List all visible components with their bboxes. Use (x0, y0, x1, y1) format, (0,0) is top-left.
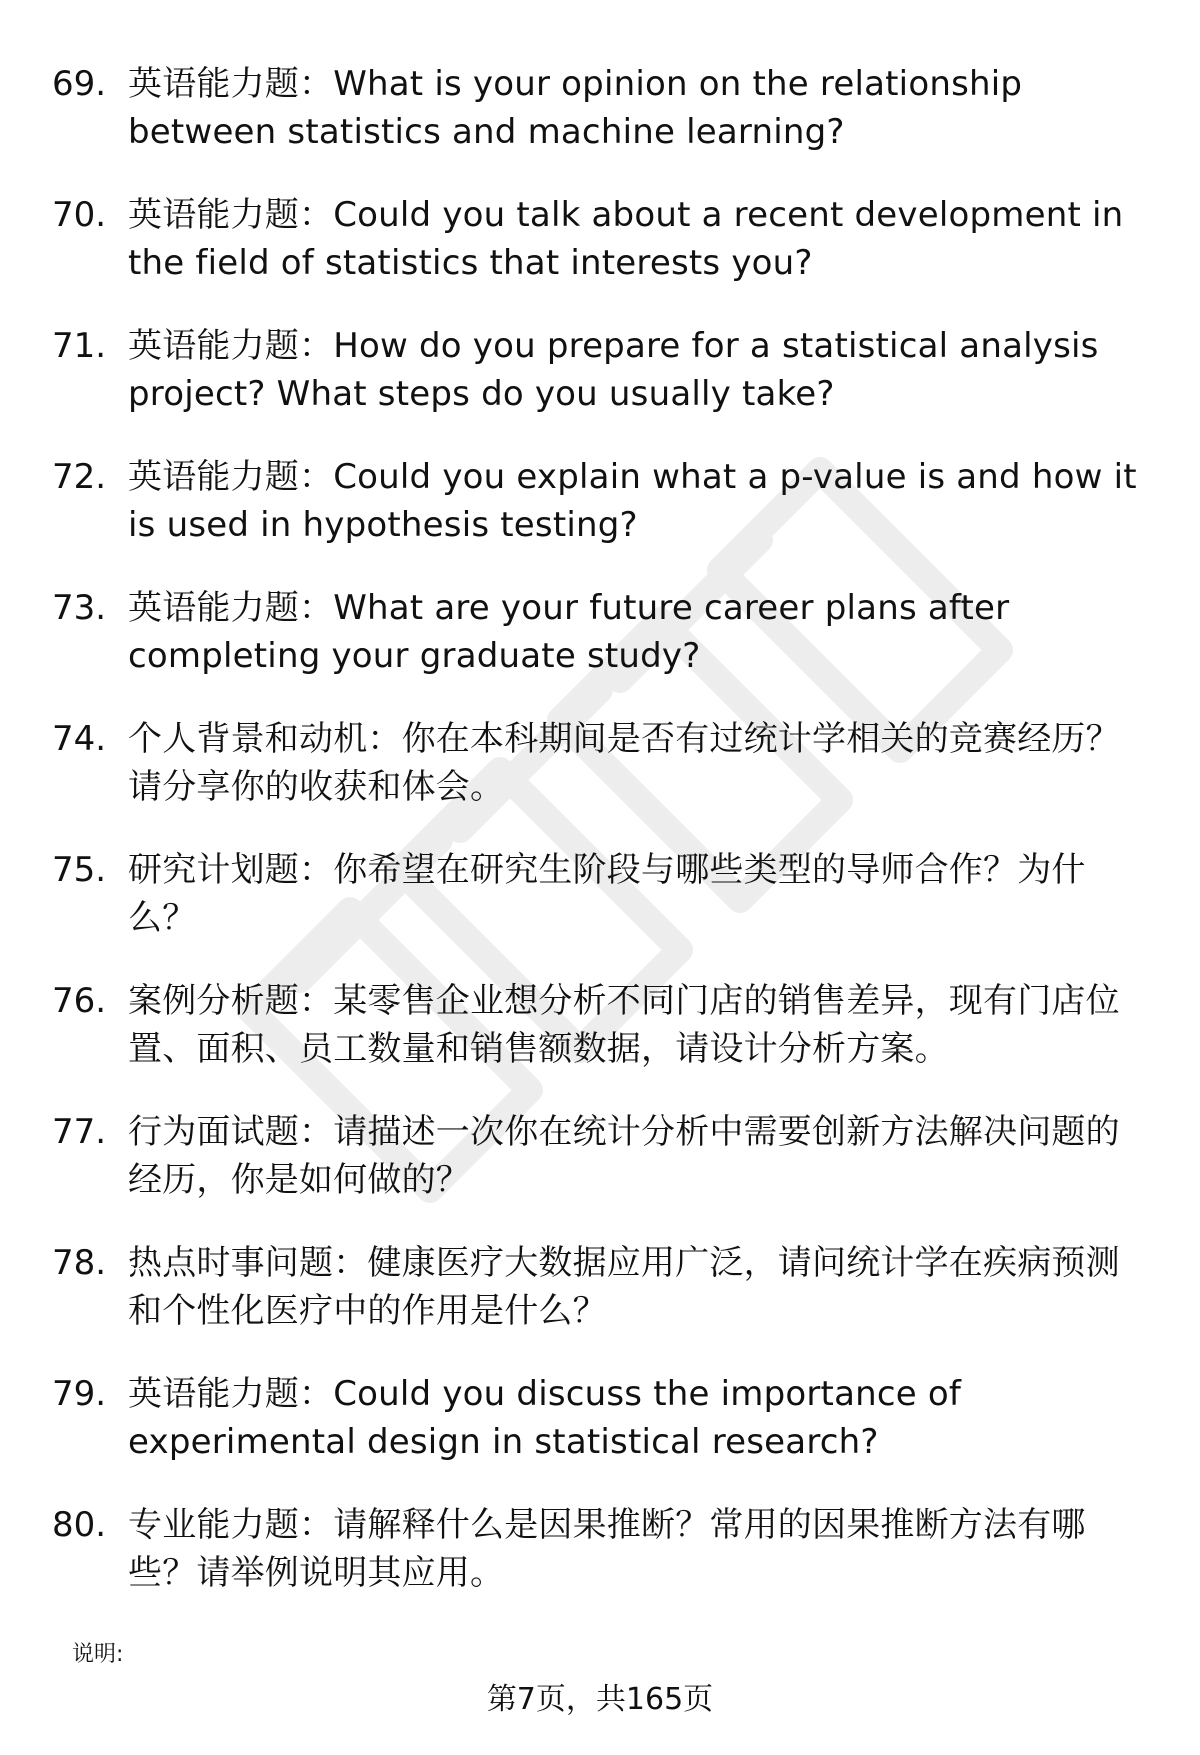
question-text: 英语能力题：What is your opinion on the relationship between statistics and machine learning? (128, 64, 1023, 152)
question-text: 案例分析题：某零售企业想分析不同门店的销售差异，现有门店位置、面积、员工数量和销售额数据，请设计分析方案。 (128, 981, 1120, 1069)
question-text: 英语能力题：What are your future career plans after completing your graduate study? (128, 588, 1010, 676)
list-item (52, 1108, 1152, 1239)
question-text: 专业能力题：请解释什么是因果推断？常用的因果推断方法有哪些？请举例说明其应用。 (128, 1505, 1086, 1593)
list-item (52, 715, 1152, 846)
question-number: 80. (52, 1505, 107, 1545)
list-item (52, 1501, 1152, 1632)
question-list (52, 60, 1152, 1632)
question-number: 79. (52, 1374, 107, 1414)
question-number: 69. (52, 64, 107, 104)
page-footer: 第7页，共165页 (486, 1682, 714, 1717)
list-item (52, 453, 1152, 584)
question-text: 研究计划题：你希望在研究生阶段与哪些类型的导师合作？为什么？ (128, 850, 1086, 938)
question-number: 70. (52, 195, 107, 235)
question-number: 76. (52, 981, 107, 1021)
list-item (52, 977, 1152, 1108)
list-item (52, 846, 1152, 977)
list-item (52, 60, 1152, 191)
question-number: 72. (52, 457, 107, 497)
question-number: 77. (52, 1112, 107, 1152)
question-text: 热点时事问题：健康医疗大数据应用广泛，请问统计学在疾病预测和个性化医疗中的作用是什么？ (128, 1243, 1120, 1331)
question-text: 行为面试题：请描述一次你在统计分析中需要创新方法解决问题的经历，你是如何做的？ (128, 1112, 1120, 1200)
question-number: 75. (52, 850, 107, 890)
question-number: 71. (52, 326, 107, 366)
question-number: 73. (52, 588, 107, 628)
note-label: 说明: (72, 1642, 124, 1667)
list-item (52, 584, 1152, 715)
list-item (52, 1239, 1152, 1370)
question-number: 74. (52, 719, 107, 759)
question-text: 英语能力题：How do you prepare for a statistical analysis project? What steps do you usually take? (128, 326, 1099, 414)
list-item (52, 191, 1152, 322)
question-number: 78. (52, 1243, 107, 1283)
question-text: 个人背景和动机：你在本科期间是否有过统计学相关的竞赛经历？请分享你的收获和体会。 (128, 719, 1120, 807)
list-item (52, 322, 1152, 453)
question-text: 英语能力题：Could you talk about a recent development in the field of statistics that interests you? (128, 195, 1124, 283)
question-text: 英语能力题：Could you explain what a p-value is and how it is used in hypothesis testing? (128, 457, 1137, 545)
question-text: 英语能力题：Could you discuss the importance of experimental design in statistical research? (128, 1374, 962, 1462)
list-item (52, 1370, 1152, 1501)
